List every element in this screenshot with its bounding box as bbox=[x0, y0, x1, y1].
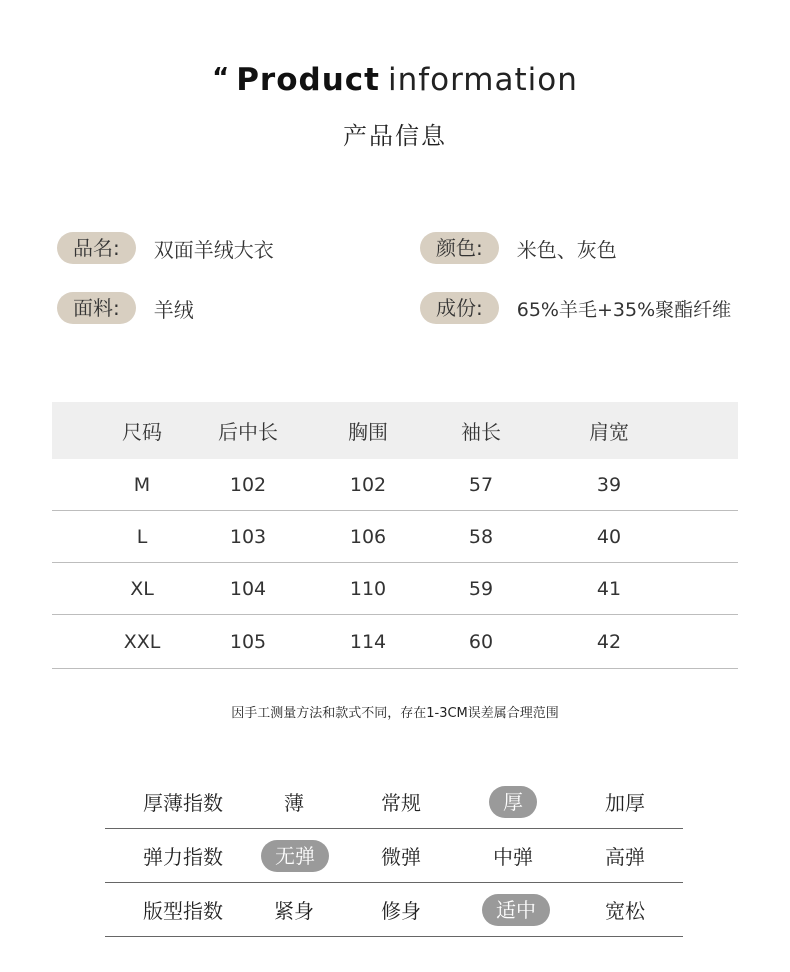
header-cell: 尺码 bbox=[122, 420, 162, 444]
table-cell: XL bbox=[130, 577, 154, 600]
index-option: 微弹 bbox=[381, 845, 421, 869]
index-label: 版型指数 bbox=[143, 899, 223, 923]
index-option: 加厚 bbox=[605, 791, 645, 815]
table-cell: 39 bbox=[596, 473, 622, 496]
index-table bbox=[105, 775, 683, 937]
table-row bbox=[52, 511, 738, 563]
table-row bbox=[52, 563, 738, 615]
size-table bbox=[52, 402, 738, 669]
table-cell: 40 bbox=[596, 525, 622, 548]
table-cell: 57 bbox=[468, 473, 494, 496]
attribute-composition bbox=[420, 292, 731, 324]
attribute-value: 双面羊绒大衣 bbox=[153, 237, 274, 262]
table-cell: 103 bbox=[229, 525, 267, 548]
index-label: 厚薄指数 bbox=[143, 791, 223, 815]
attribute-color bbox=[420, 232, 617, 264]
table-cell: XXL bbox=[123, 630, 161, 653]
attribute-value: 羊绒 bbox=[153, 297, 194, 322]
index-option-selected: 无弹 bbox=[261, 829, 329, 882]
table-cell: M bbox=[133, 473, 151, 496]
index-option: 宽松 bbox=[605, 899, 645, 923]
attribute-label: 品名: bbox=[57, 232, 136, 264]
table-cell: 41 bbox=[596, 577, 622, 600]
attribute-label: 颜色: bbox=[420, 232, 499, 264]
index-option: 高弹 bbox=[605, 845, 645, 869]
table-cell: 42 bbox=[596, 630, 622, 653]
table-row bbox=[52, 615, 738, 669]
index-option-selected: 厚 bbox=[489, 775, 537, 828]
table-cell: 110 bbox=[349, 577, 387, 600]
attribute-name bbox=[57, 232, 274, 264]
table-cell: 102 bbox=[349, 473, 387, 496]
index-row-fit bbox=[105, 883, 683, 937]
index-label: 弹力指数 bbox=[143, 845, 223, 869]
size-table-header bbox=[52, 402, 738, 459]
table-cell: 102 bbox=[229, 473, 267, 496]
title-bold: Product bbox=[236, 62, 380, 98]
index-row-thickness bbox=[105, 775, 683, 829]
index-option-selected: 适中 bbox=[482, 883, 550, 936]
index-option: 薄 bbox=[284, 791, 304, 815]
table-cell: 59 bbox=[468, 577, 494, 600]
header-cell: 胸围 bbox=[348, 420, 388, 444]
index-row-elasticity bbox=[105, 829, 683, 883]
header-cell: 后中长 bbox=[218, 420, 278, 444]
page-subtitle: 产品信息 bbox=[343, 122, 447, 150]
header-cell: 肩宽 bbox=[589, 420, 629, 444]
measurement-note: 因手工测量方法和款式不同，存在1-3CM误差属合理范围 bbox=[231, 706, 559, 721]
index-option: 中弹 bbox=[493, 845, 533, 869]
product-title bbox=[0, 62, 790, 98]
table-cell: 104 bbox=[229, 577, 267, 600]
attribute-fabric bbox=[57, 292, 194, 324]
table-cell: 105 bbox=[229, 630, 267, 653]
table-cell: 106 bbox=[349, 525, 387, 548]
quote-mark: “ bbox=[212, 63, 231, 93]
table-cell: 58 bbox=[468, 525, 494, 548]
title-light: information bbox=[387, 62, 578, 98]
table-cell: L bbox=[136, 525, 148, 548]
index-option: 修身 bbox=[381, 899, 421, 923]
table-row bbox=[52, 459, 738, 511]
index-option: 紧身 bbox=[274, 899, 314, 923]
attribute-value: 65%羊毛+35%聚酯纤维 bbox=[516, 298, 732, 321]
index-option: 常规 bbox=[381, 791, 421, 815]
table-cell: 60 bbox=[468, 630, 494, 653]
attribute-label: 面料: bbox=[57, 292, 136, 324]
attribute-value: 米色、灰色 bbox=[516, 237, 617, 262]
attribute-label: 成份: bbox=[420, 292, 499, 324]
header-cell: 袖长 bbox=[461, 420, 501, 444]
table-cell: 114 bbox=[349, 630, 387, 653]
